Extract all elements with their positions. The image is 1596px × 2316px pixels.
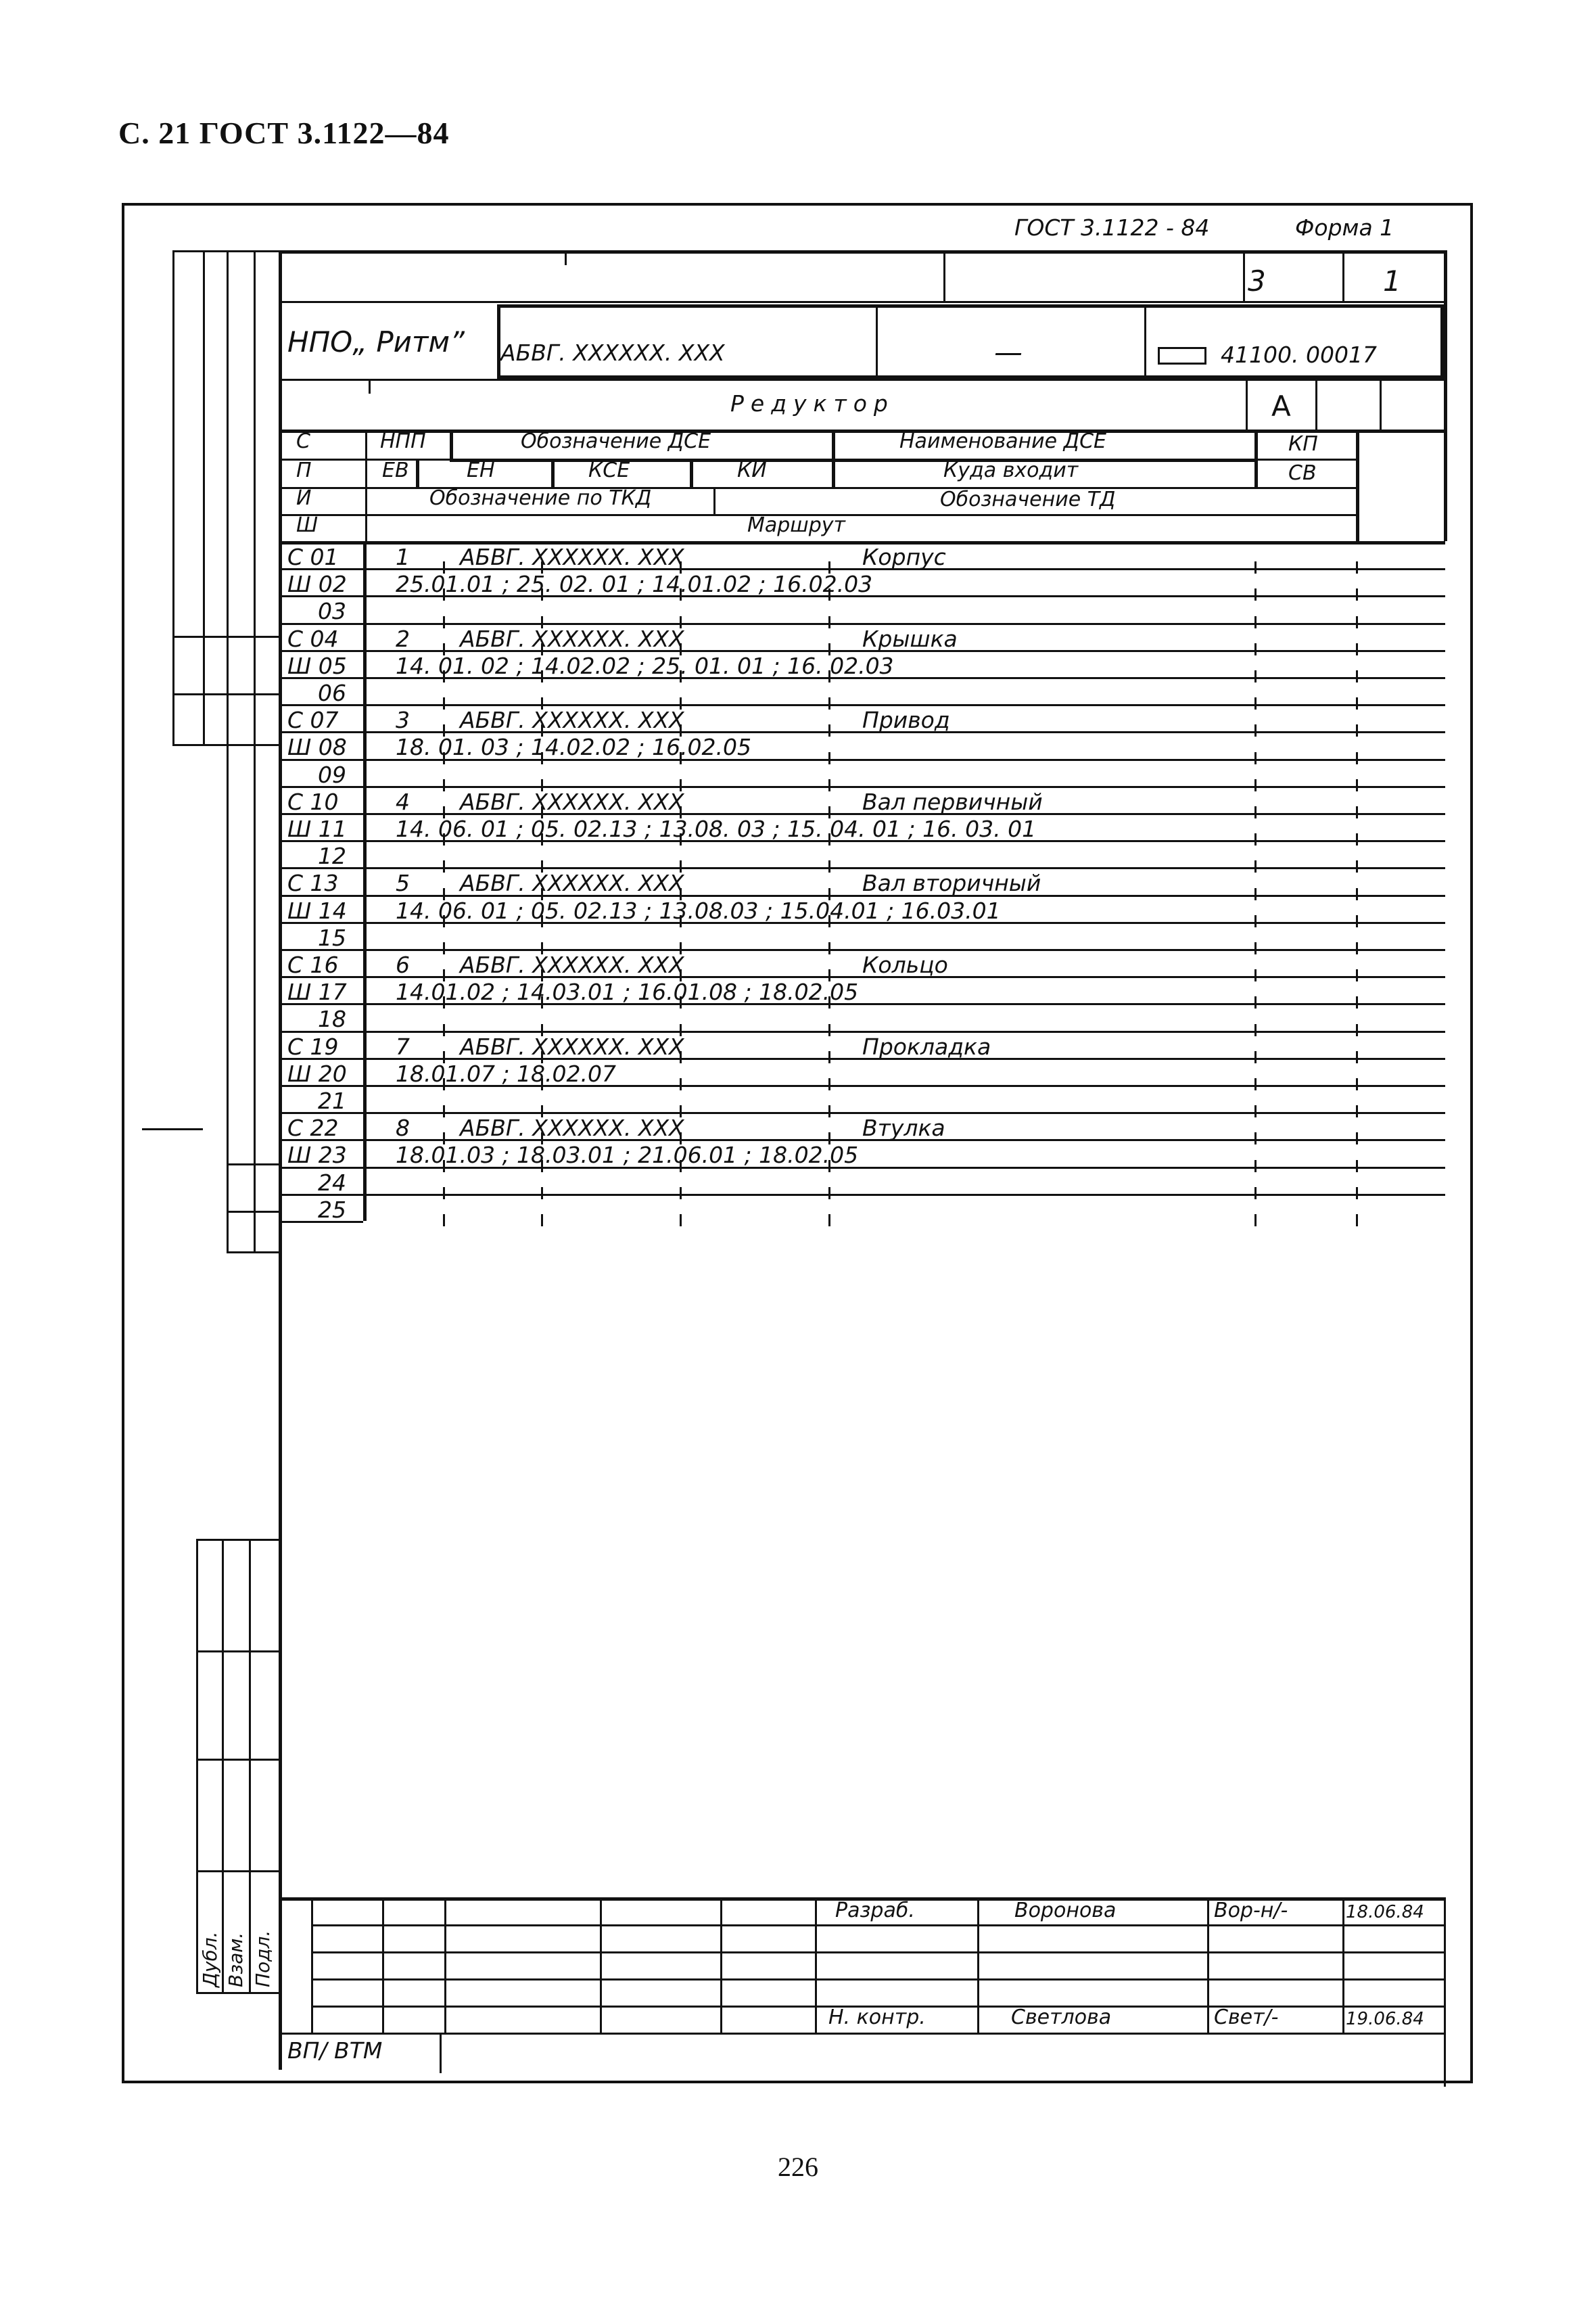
grid-tick: [1356, 1187, 1358, 1199]
grid-tick: [541, 1078, 543, 1090]
control-signature: Свет/-: [1214, 2006, 1279, 2029]
grid-tick: [1356, 888, 1358, 900]
hdr-p: П: [296, 459, 312, 482]
row-item-number: 6: [396, 952, 410, 978]
form-label: Форма 1: [1295, 214, 1394, 241]
grid-tick: [1254, 588, 1257, 601]
hdr-i: И: [296, 486, 312, 510]
hdr-en: ЕН: [467, 459, 495, 482]
grid-tick: [443, 833, 445, 846]
grid-tick: [1254, 1132, 1257, 1144]
row-route: 18.01.07 ; 18.02.07: [396, 1061, 617, 1087]
row-label: С 07: [287, 707, 339, 733]
row-item-number: 8: [396, 1115, 410, 1141]
grid-tick: [1254, 1160, 1257, 1172]
grid-tick: [1254, 1105, 1257, 1117]
grid-tick: [680, 915, 682, 927]
grid-tick: [680, 1214, 682, 1226]
grid-tick: [541, 833, 543, 846]
grid-tick: [680, 833, 682, 846]
hdr-sv: СВ: [1288, 461, 1317, 485]
grid-tick: [443, 860, 445, 873]
grid-tick: [828, 1105, 830, 1117]
grid-tick: [1356, 1024, 1358, 1036]
hdr-c: С: [296, 430, 310, 453]
grid-tick: [541, 588, 543, 601]
document-code: АБВГ. ХХХХХХ. ХХХ: [500, 340, 725, 366]
grid-tick: [443, 670, 445, 682]
grid-tick: [680, 1187, 682, 1199]
row-label: Ш 23: [287, 1142, 347, 1168]
row-item-name: Вал вторичный: [862, 870, 1041, 896]
row-label: Ш 17: [287, 979, 347, 1005]
grid-tick: [1254, 915, 1257, 927]
grid-tick: [1254, 616, 1257, 628]
standard-label: ГОСТ 3.1122 - 84: [1014, 214, 1210, 241]
dubl-label: Дубл.: [199, 1931, 221, 1987]
grid-tick: [1356, 670, 1358, 682]
control-label: Н. контр.: [828, 2006, 926, 2029]
row-label: 21: [318, 1088, 346, 1114]
grid-tick: [541, 996, 543, 1009]
grid-tick: [443, 779, 445, 791]
row-label: Ш 08: [287, 734, 347, 760]
developed-label: Разраб.: [835, 1899, 915, 1922]
grid-tick: [541, 1160, 543, 1172]
grid-tick: [1356, 915, 1358, 927]
grid-tick: [1356, 806, 1358, 818]
developed-name: Воронова: [1014, 1899, 1117, 1922]
grid-tick: [828, 1160, 830, 1172]
bottom-stamp: ВП/ ВТМ: [287, 2037, 383, 2064]
row-item-number: 2: [396, 626, 410, 652]
sheet-number: 1: [1383, 264, 1401, 298]
hdr-dse-name: Наименование ДСЕ: [899, 430, 1107, 453]
grid-tick: [1254, 1187, 1257, 1199]
row-line: [279, 623, 1445, 625]
row-item-name: Кольцо: [862, 952, 948, 978]
grid-tick: [828, 942, 830, 954]
dash-field: —: [994, 335, 1023, 369]
hdr-route: Маршрут: [747, 513, 846, 537]
row-item-number: 4: [396, 789, 410, 815]
grid-tick: [828, 670, 830, 682]
letter-field: А: [1271, 390, 1291, 423]
row-item-name: Привод: [862, 707, 950, 733]
grid-tick: [828, 996, 830, 1009]
hdr-kuda: Куда входит: [943, 459, 1079, 482]
grid-tick: [1254, 752, 1257, 764]
grid-tick: [443, 1187, 445, 1199]
grid-tick: [1356, 1160, 1358, 1172]
row-line: [279, 867, 1445, 869]
grid-tick: [1254, 724, 1257, 737]
grid-tick: [1254, 806, 1257, 818]
row-item-code: АБВГ. ХХХХХХ. ХХХ: [460, 626, 684, 652]
row-item-code: АБВГ. ХХХХХХ. ХХХ: [460, 544, 684, 570]
grid-tick: [443, 1214, 445, 1226]
row-label: Ш 05: [287, 653, 347, 679]
grid-tick: [1254, 670, 1257, 682]
product-name: Редуктор: [730, 390, 895, 417]
developed-date: 18.06.84: [1346, 1902, 1424, 1922]
page-number: 226: [778, 2152, 818, 2182]
hdr-dse-designation: Обозначение ДСЕ: [521, 430, 711, 453]
podl-label: Подл.: [252, 1930, 274, 1987]
row-label: Ш 11: [287, 816, 347, 842]
grid-tick: [1356, 1078, 1358, 1090]
grid-tick: [443, 1078, 445, 1090]
row-item-number: 3: [396, 707, 410, 733]
grid-tick: [1254, 1214, 1257, 1226]
row-label: 12: [318, 843, 346, 869]
hdr-tkd: Обозначение по ТКД: [429, 486, 652, 510]
row-label: 18: [318, 1006, 346, 1032]
grid-tick: [1254, 996, 1257, 1009]
grid-tick: [828, 860, 830, 873]
sheets-total: 3: [1248, 264, 1266, 298]
row-item-code: АБВГ. ХХХХХХ. ХХХ: [460, 1115, 684, 1141]
row-item-code: АБВГ. ХХХХХХ. ХХХ: [460, 707, 684, 733]
grid-tick: [541, 1187, 543, 1199]
grid-tick: [828, 1078, 830, 1090]
grid-tick: [443, 915, 445, 927]
grid-tick: [1356, 996, 1358, 1009]
grid-tick: [443, 697, 445, 710]
row-item-name: Прокладка: [862, 1034, 991, 1060]
grid-tick: [1356, 616, 1358, 628]
grid-tick: [1254, 942, 1257, 954]
row-label: 03: [318, 598, 346, 624]
code-number: 41100. 00017: [1221, 342, 1377, 368]
row-item-name: Корпус: [862, 544, 946, 570]
grid-tick: [828, 1051, 830, 1063]
grid-tick: [541, 670, 543, 682]
row-label: Ш 14: [287, 898, 347, 924]
control-name: Светлова: [1011, 2006, 1112, 2029]
grid-tick: [443, 996, 445, 1009]
grid-tick: [1356, 1051, 1358, 1063]
grid-tick: [680, 1160, 682, 1172]
grid-tick: [541, 915, 543, 927]
grid-tick: [1356, 697, 1358, 710]
row-label: Ш 20: [287, 1061, 347, 1087]
row-item-number: 1: [396, 544, 410, 570]
row-label: 15: [318, 925, 346, 951]
row-line: [279, 949, 1445, 951]
row-label-separator: [363, 541, 367, 1221]
grid-tick: [1254, 1078, 1257, 1090]
hdr-ki: КИ: [737, 459, 767, 482]
grid-tick: [1254, 643, 1257, 655]
row-line: [279, 786, 1445, 788]
grid-tick: [1356, 860, 1358, 873]
row-route: 14.01.02 ; 14.03.01 ; 16.01.08 ; 18.02.05: [396, 979, 859, 1005]
row-route: 18.01.03 ; 18.03.01 ; 21.06.01 ; 18.02.05: [396, 1142, 859, 1168]
row-route: 18. 01. 03 ; 14.02.02 ; 16.02.05: [396, 734, 752, 760]
grid-tick: [1254, 1051, 1257, 1063]
grid-tick: [443, 942, 445, 954]
grid-tick: [1356, 752, 1358, 764]
row-label: 24: [318, 1169, 346, 1196]
row-item-code: АБВГ. ХХХХХХ. ХХХ: [460, 952, 684, 978]
grid-tick: [1254, 1024, 1257, 1036]
grid-tick: [1356, 1105, 1358, 1117]
row-item-name: Втулка: [862, 1115, 945, 1141]
grid-tick: [1356, 588, 1358, 601]
grid-tick: [1356, 942, 1358, 954]
row-route: 14. 01. 02 ; 14.02.02 ; 25. 01. 01 ; 16. 02.03: [396, 653, 894, 679]
grid-tick: [1356, 643, 1358, 655]
grid-tick: [1356, 1214, 1358, 1226]
hdr-kp: КП: [1288, 432, 1318, 456]
row-line: [279, 704, 1445, 706]
row-label: С 16: [287, 952, 339, 978]
grid-tick: [541, 752, 543, 764]
grid-tick: [541, 1214, 543, 1226]
developed-signature: Вор-н/-: [1214, 1899, 1288, 1922]
grid-tick: [680, 996, 682, 1009]
row-route: 14. 06. 01 ; 05. 02.13 ; 13.08.03 ; 15.04.01 ; 16.03.01: [396, 898, 1001, 924]
vzam-label: Взам.: [225, 1932, 247, 1987]
grid-tick: [1356, 833, 1358, 846]
row-label: С 01: [287, 544, 339, 570]
grid-tick: [1356, 779, 1358, 791]
grid-tick: [443, 1105, 445, 1117]
grid-tick: [828, 1214, 830, 1226]
row-route: 14. 06. 01 ; 05. 02.13 ; 13.08. 03 ; 15. 04. 01 ; 16. 03. 01: [396, 816, 1037, 842]
row-label: Ш 02: [287, 571, 347, 597]
row-route: 25.01.01 ; 25. 02. 01 ; 14.01.02 ; 16.02.03: [396, 571, 873, 597]
grid-tick: [680, 1078, 682, 1090]
grid-tick: [680, 1051, 682, 1063]
hdr-npp: НПП: [380, 430, 426, 453]
grid-tick: [1356, 1132, 1358, 1144]
grid-tick: [828, 1187, 830, 1199]
hdr-td: Обозначение ТД: [940, 488, 1116, 511]
grid-tick: [443, 752, 445, 764]
hdr-ev: ЕВ: [382, 459, 409, 482]
control-date: 19.06.84: [1346, 2009, 1424, 2029]
grid-tick: [828, 833, 830, 846]
grid-tick: [1356, 724, 1358, 737]
grid-tick: [828, 1024, 830, 1036]
row-item-number: 7: [396, 1034, 410, 1060]
grid-tick: [680, 752, 682, 764]
row-label: С 19: [287, 1034, 339, 1060]
grid-tick: [828, 697, 830, 710]
hdr-sh: Ш: [296, 513, 319, 537]
grid-tick: [828, 915, 830, 927]
grid-tick: [1254, 969, 1257, 981]
grid-tick: [828, 724, 830, 737]
grid-tick: [443, 588, 445, 601]
row-label: 06: [318, 680, 346, 706]
row-item-code: АБВГ. ХХХХХХ. ХХХ: [460, 1034, 684, 1060]
grid-tick: [680, 670, 682, 682]
row-item-number: 5: [396, 870, 410, 896]
grid-tick: [1356, 969, 1358, 981]
organization-name: НПО„ Ритм”: [287, 325, 465, 358]
grid-tick: [1254, 779, 1257, 791]
grid-tick: [1356, 561, 1358, 574]
grid-tick: [828, 779, 830, 791]
row-label: 25: [318, 1197, 346, 1223]
grid-tick: [1254, 697, 1257, 710]
grid-tick: [828, 752, 830, 764]
row-line: [279, 1112, 1445, 1114]
hdr-kse: КСЕ: [588, 459, 630, 482]
grid-tick: [443, 1024, 445, 1036]
row-label: 09: [318, 762, 346, 788]
grid-tick: [1254, 561, 1257, 574]
row-label: С 10: [287, 789, 339, 815]
row-line: [279, 1194, 1445, 1196]
row-item-code: АБВГ. ХХХХХХ. ХХХ: [460, 870, 684, 896]
row-label: С 04: [287, 626, 339, 652]
row-item-code: АБВГ. ХХХХХХ. ХХХ: [460, 789, 684, 815]
grid-tick: [1254, 860, 1257, 873]
code-box-icon: [1158, 347, 1206, 365]
grid-tick: [828, 588, 830, 601]
grid-tick: [443, 1160, 445, 1172]
grid-tick: [1254, 888, 1257, 900]
row-item-name: Крышка: [862, 626, 958, 652]
row-item-name: Вал первичный: [862, 789, 1043, 815]
grid-tick: [443, 616, 445, 628]
grid-tick: [1254, 833, 1257, 846]
row-label: С 13: [287, 870, 339, 896]
grid-tick: [828, 616, 830, 628]
row-line: [279, 1031, 1445, 1033]
page-header: С. 21 ГОСТ 3.1122—84: [118, 116, 450, 150]
grid-left-border: [279, 250, 282, 2070]
grid-tick: [680, 588, 682, 601]
row-label: С 22: [287, 1115, 339, 1141]
